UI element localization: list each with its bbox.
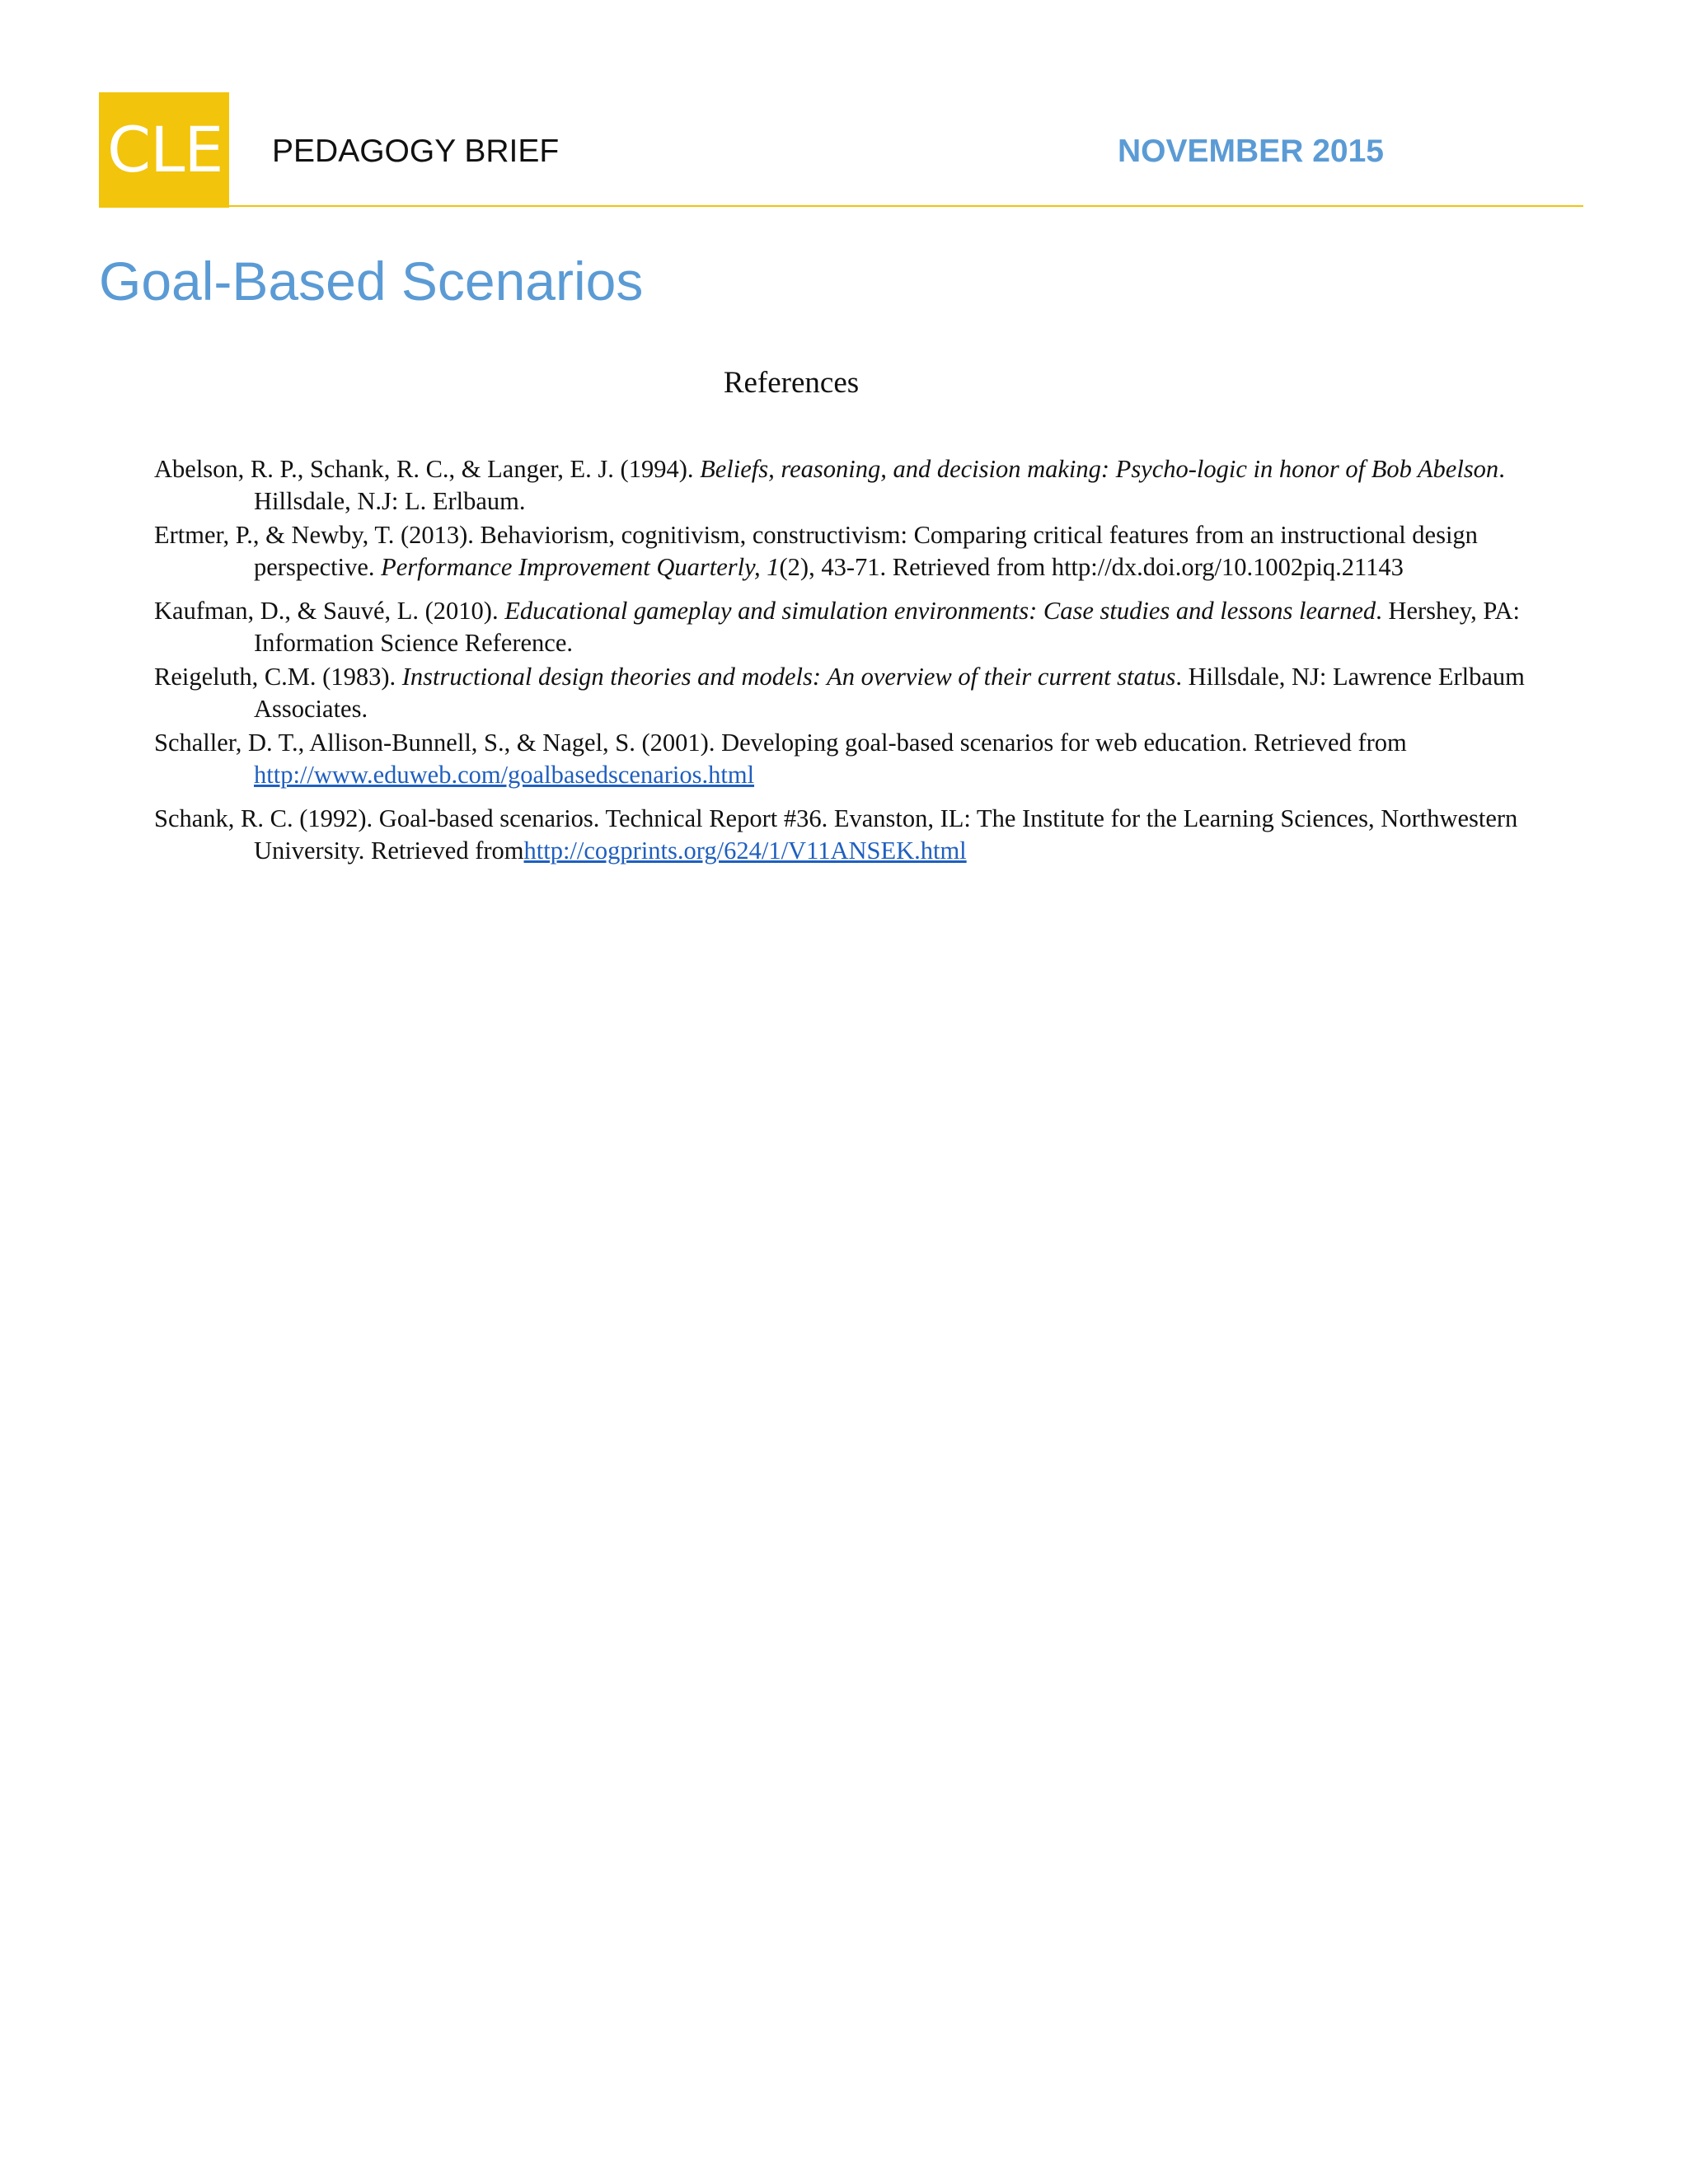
reference-title: Performance Improvement Quarterly, 1	[381, 553, 780, 581]
reference-item	[154, 595, 1555, 659]
reference-text: Ertmer, P., & Newby, T. (2013). Behaviorism, cognitivism, constructivism: Comparing critical features from an instructional design perspective.	[154, 521, 1478, 581]
reference-item	[154, 803, 1555, 867]
cle-logo	[99, 92, 229, 208]
reference-link[interactable]: http://www.eduweb.com/goalbasedscenarios.html	[254, 761, 755, 789]
reference-text: Abelson, R. P., Schank, R. C., & Langer, E. J. (1994).	[154, 455, 701, 483]
page-title: Goal-Based Scenarios	[99, 251, 644, 312]
issue-date: NOVEMBER 2015	[1118, 134, 1384, 169]
reference-text: . Hillsdale, NJ: Lawrence Erlbaum Associates.	[254, 663, 1525, 723]
reference-text: Schank, R. C. (1992). Goal-based scenarios. Technical Report #36. Evanston, IL: The Institute for the Learning Sciences, Northwestern University. Retrieved from	[154, 804, 1518, 865]
logo-text: CLE	[107, 113, 223, 186]
reference-title: Instructional design theories and models: An overview of their current status	[401, 663, 1176, 691]
reference-link[interactable]: http://cogprints.org/624/1/V11ANSEK.html	[523, 837, 967, 865]
brief-label: PEDAGOGY BRIEF	[272, 134, 560, 169]
reference-item	[154, 453, 1555, 518]
header-divider	[99, 205, 1583, 207]
reference-item	[154, 519, 1555, 583]
reference-item	[154, 727, 1555, 791]
reference-title: Beliefs, reasoning, and decision making: Psycho-logic in honor of Bob Abelson	[700, 455, 1499, 483]
reference-text: (2), 43-71. Retrieved from http://dx.doi.org/10.1002piq.21143	[779, 553, 1404, 581]
reference-text: Kaufman, D., & Sauvé, L. (2010).	[154, 597, 505, 625]
reference-text: Reigeluth, C.M. (1983).	[154, 663, 402, 691]
references-heading: References	[723, 366, 860, 400]
reference-text: Schaller, D. T., Allison-Bunnell, S., & Nagel, S. (2001). Developing goal-based scenarios for web education. Retrieved from	[154, 729, 1407, 757]
reference-text: . Hillsdale, N.J: L. Erlbaum.	[254, 455, 1505, 515]
reference-title: Educational gameplay and simulation environments: Case studies and lessons learned	[504, 597, 1376, 625]
reference-item	[154, 661, 1555, 725]
reference-list	[154, 453, 1555, 869]
reference-text: . Hershey, PA: Information Science Reference.	[254, 597, 1520, 657]
